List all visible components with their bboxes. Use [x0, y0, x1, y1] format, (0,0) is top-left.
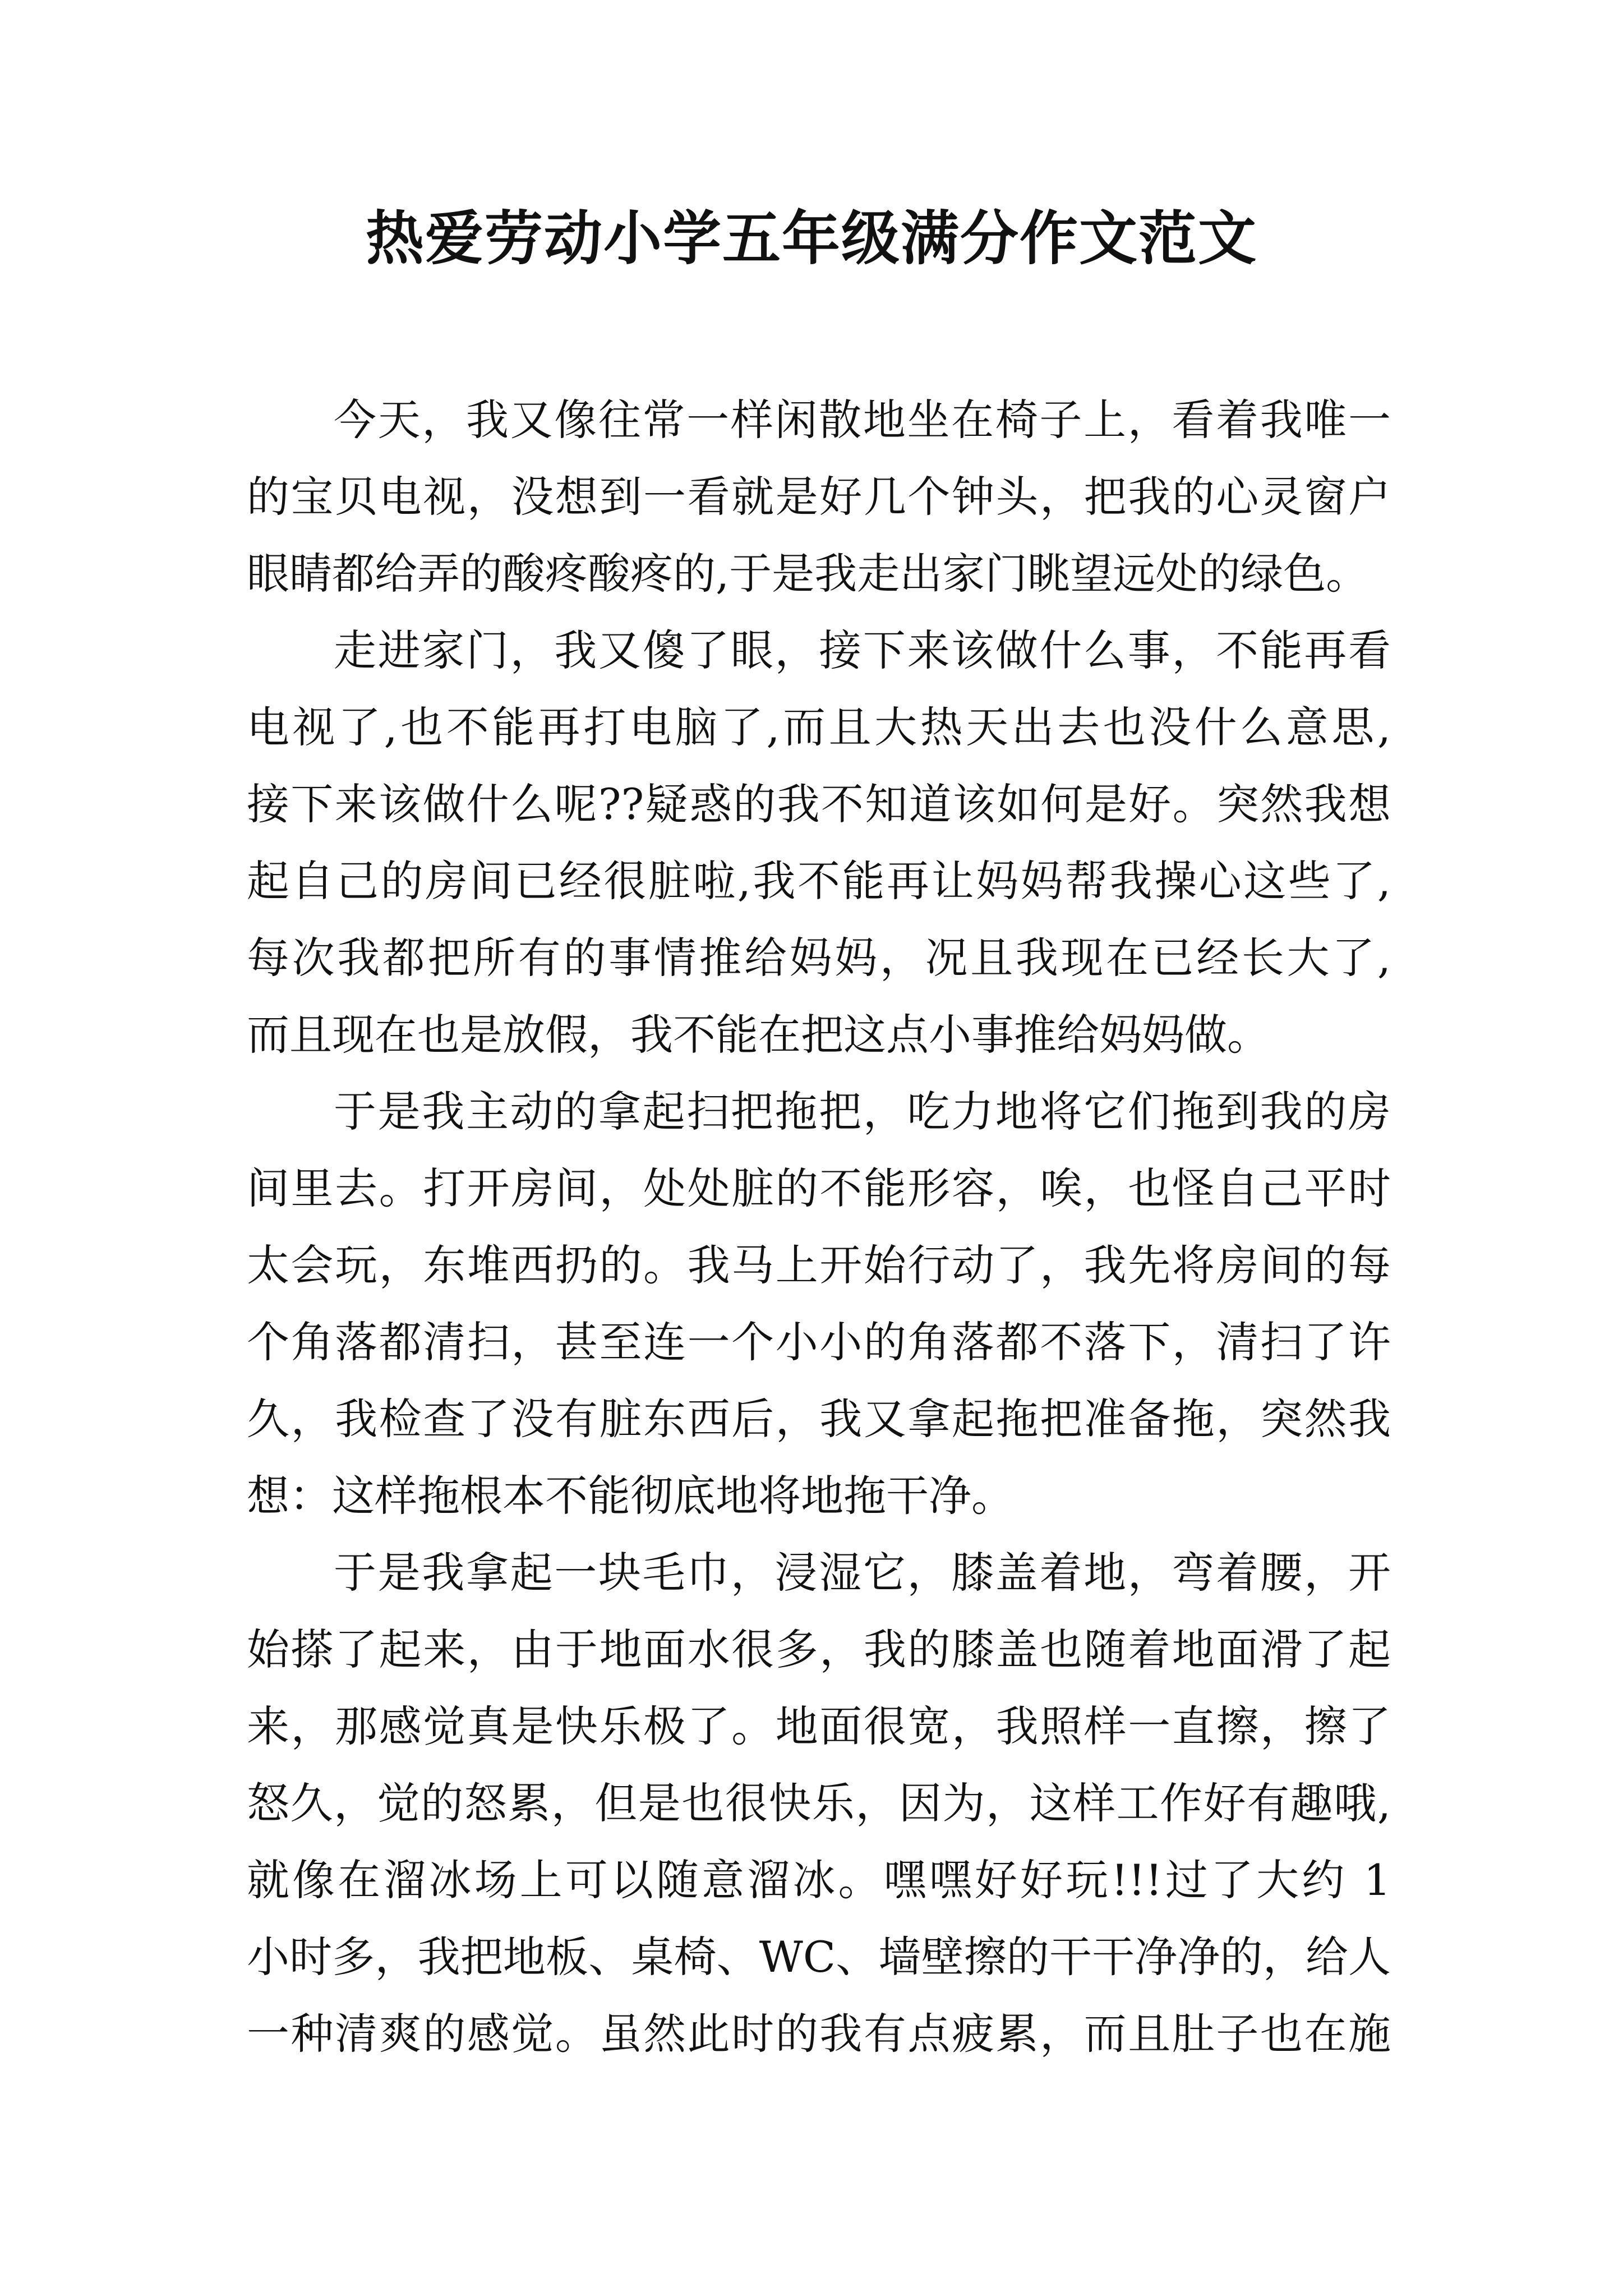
text-line: 每次我都把所有的事情推给妈妈，况且我现在已经长大了, [247, 933, 1391, 983]
paragraph-2 [247, 612, 1391, 1073]
text-line: 的宝贝电视，没想到一看就是好几个钟头，把我的心灵窗户 [247, 472, 1391, 522]
text-line: 间里去。打开房间，处处脏的不能形容，唉，也怪自己平时 [247, 1163, 1391, 1213]
paragraph-1 [247, 381, 1391, 612]
text-line: 太会玩，东堆西扔的。我马上开始行动了，我先将房间的每 [247, 1240, 1391, 1290]
text-line: 走进家门，我又傻了眼，接下来该做什么事，不能再看 [334, 625, 1391, 675]
document-title: 热爱劳动小学五年级满分作文范文 [365, 204, 1257, 273]
text-line: 接下来该做什么呢??疑惑的我不知道该如何是好。突然我想 [247, 779, 1391, 829]
text-line: 久，我检查了没有脏东西后，我又拿起拖把准备拖，突然我 [247, 1394, 1391, 1444]
text-line: 始搽了起来，由于地面水很多，我的膝盖也随着地面滑了起 [247, 1625, 1391, 1674]
text-line: 想：这样拖根本不能彻底地将地拖干净。 [247, 1471, 1014, 1521]
document-body [247, 381, 1391, 2072]
text-line: 怒久，觉的怒累，但是也很快乐，因为，这样工作好有趣哦, [247, 1778, 1391, 1828]
text-line: 起自己的房间已经很脏啦,我不能再让妈妈帮我操心这些了, [247, 856, 1391, 906]
text-line: 小时多，我把地板、桌椅、WC、墙壁擦的干干净净的，给人 [247, 1932, 1391, 1982]
text-line: 于是我拿起一块毛巾，浸湿它，膝盖着地，弯着腰，开 [334, 1548, 1391, 1598]
text-line: 一种清爽的感觉。虽然此时的我有点疲累，而且肚子也在施 [247, 2009, 1391, 2059]
paragraph-4 [247, 1534, 1391, 2072]
text-line: 而且现在也是放假，我不能在把这点小事推给妈妈做。 [247, 1010, 1270, 1060]
text-line: 于是我主动的拿起扫把拖把，吃力地将它们拖到我的房 [334, 1087, 1391, 1137]
text-line: 个角落都清扫，甚至连一个小小的角落都不落下，清扫了许 [247, 1317, 1391, 1367]
paragraph-3 [247, 1073, 1391, 1534]
text-line: 来，那感觉真是快乐极了。地面很宽，我照样一直擦，擦了 [247, 1701, 1391, 1751]
text-line: 就像在溜冰场上可以随意溜冰。嘿嘿好好玩!!!过了大约 1 [247, 1855, 1391, 1905]
text-line: 电视了,也不能再打电脑了,而且大热天出去也没什么意思, [247, 702, 1391, 752]
text-line: 眼睛都给弄的酸疼酸疼的,于是我走出家门眺望远处的绿色。 [247, 549, 1369, 599]
text-line: 今天，我又像往常一样闲散地坐在椅子上，看着我唯一 [334, 395, 1391, 445]
